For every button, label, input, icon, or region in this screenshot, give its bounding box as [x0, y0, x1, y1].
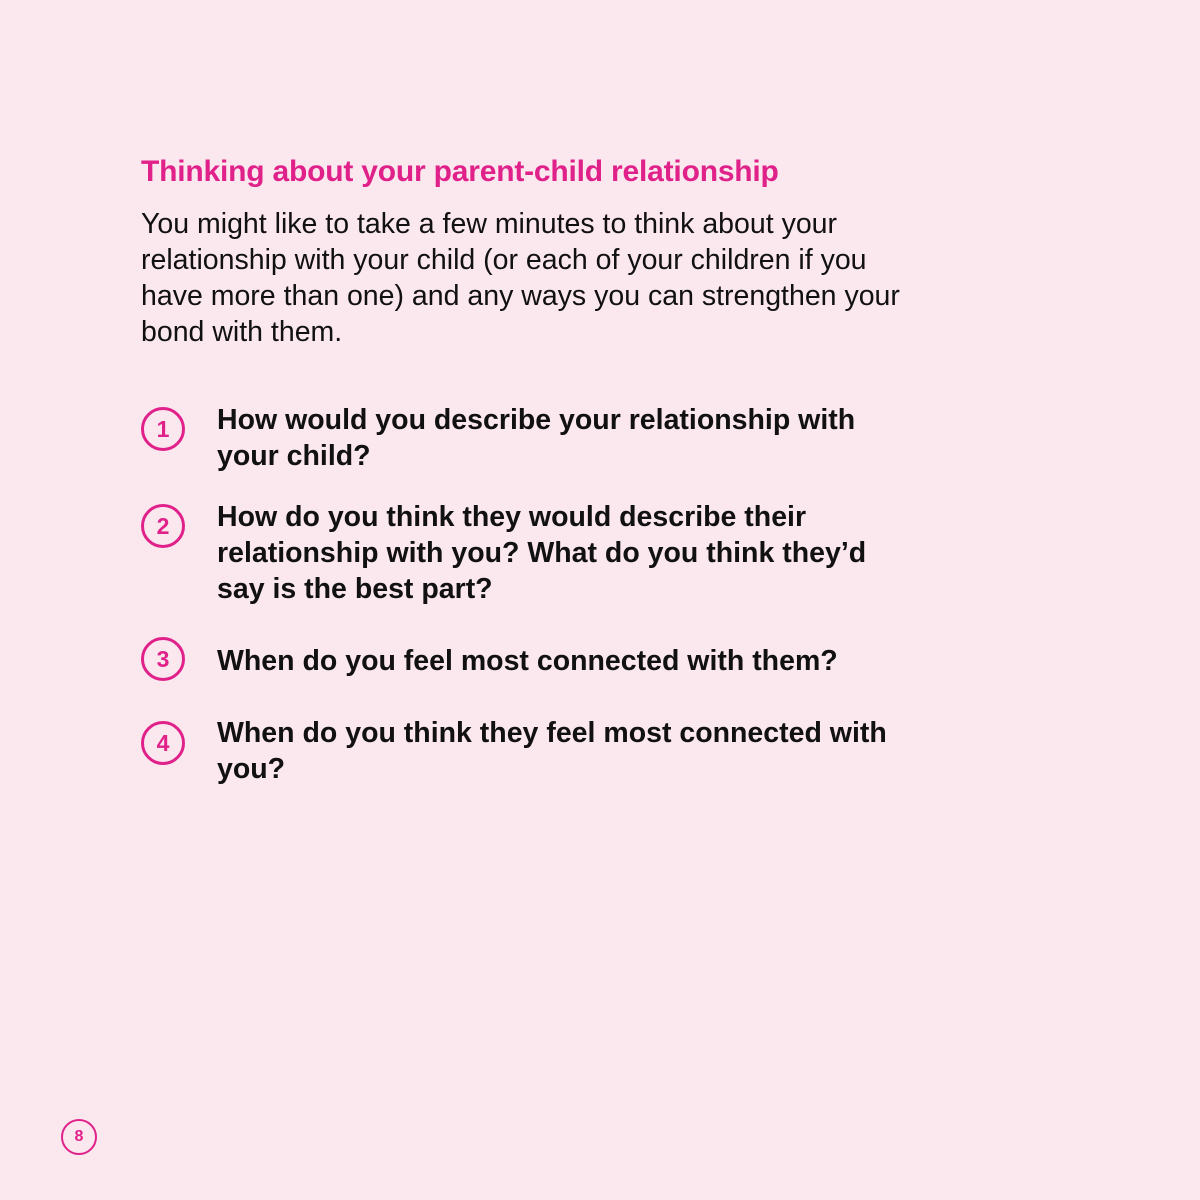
number-badge-4: 4	[141, 721, 185, 765]
intro-paragraph: You might like to take a few minutes to think about your relationship with your child (or each of your children if you have more than one) and any ways you can strengthen your bond with them.	[141, 208, 900, 348]
question-text-2: How do you think they would describe their relationship with you? What do you think they’d say is the best part?	[217, 501, 867, 605]
number-badge-2: 2	[141, 504, 185, 548]
question-text-1: How would you describe your relationship with your child?	[217, 404, 856, 472]
page-number-badge: 8	[61, 1119, 97, 1155]
section-heading: Thinking about your parent-child relationship	[141, 155, 779, 188]
question-text-3: When do you feel most connected with them?	[217, 645, 838, 677]
number-badge-1: 1	[141, 407, 185, 451]
question-text-4: When do you think they feel most connected with you?	[217, 717, 887, 785]
number-badge-3: 3	[141, 637, 185, 681]
